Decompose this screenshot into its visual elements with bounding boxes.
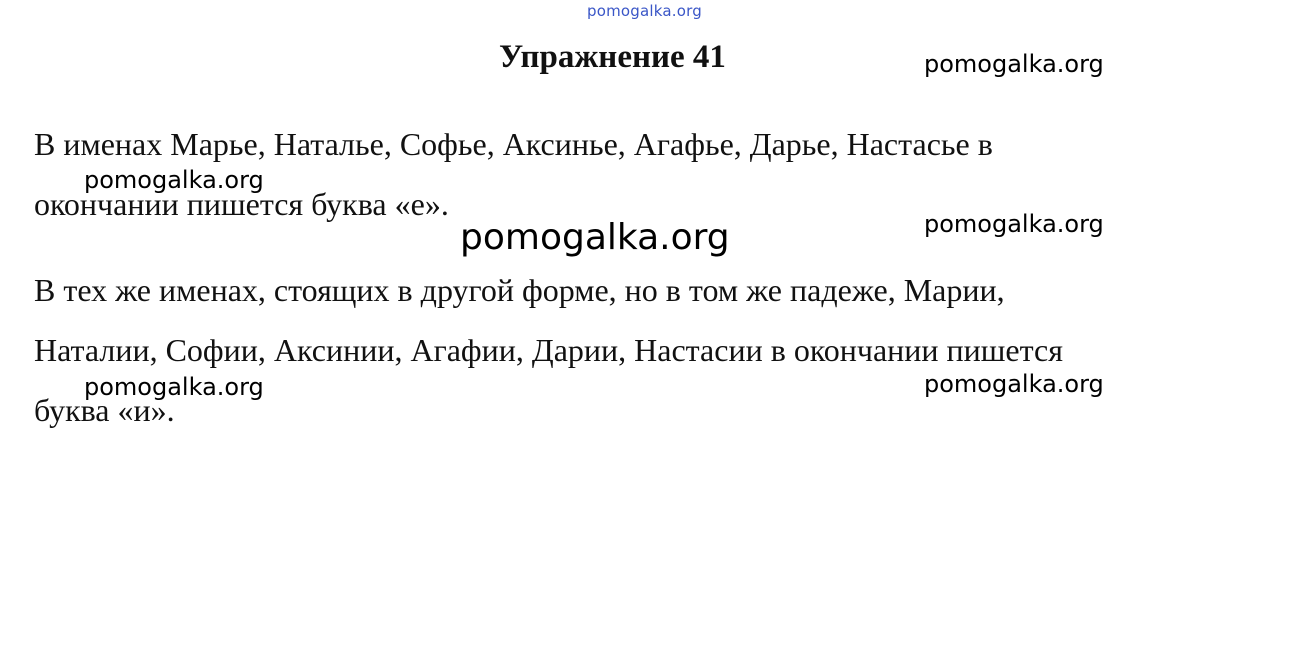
watermark: pomogalka.org <box>924 50 1104 78</box>
watermark: pomogalka.org <box>924 370 1104 398</box>
watermark: pomogalka.org <box>924 210 1104 238</box>
watermark: pomogalka.org <box>84 166 264 194</box>
text-line-4: Наталии, Софии, Аксинии, Агафии, Дарии, Настасии в окончании пишется <box>34 332 1063 368</box>
exercise-title: Упражнение 41 <box>499 39 726 75</box>
site-mark[interactable]: pomogalka.org <box>587 2 702 20</box>
text-line-3: В тех же именах, стоящих в другой форме, но в том же падеже, Марии, <box>34 272 1005 308</box>
text-line-1: В именах Марье, Наталье, Софье, Аксинье, Агафье, Дарье, Настасье в <box>34 126 993 162</box>
text-line-2: окончании пишется буква «е». <box>34 186 449 222</box>
text-line-5: буква «и». <box>34 392 175 428</box>
watermark-large: pomogalka.org <box>460 217 730 258</box>
watermark: pomogalka.org <box>84 373 264 401</box>
